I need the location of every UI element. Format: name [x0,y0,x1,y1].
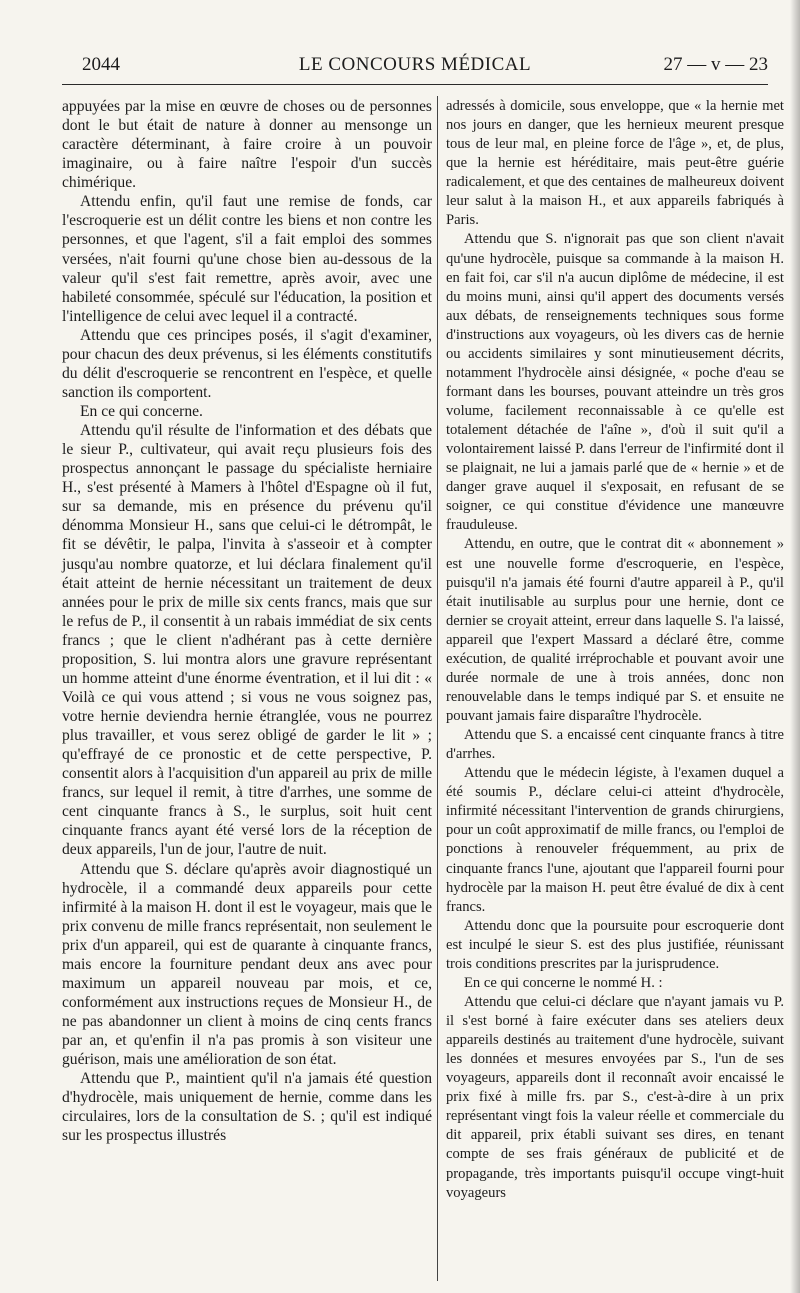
page-header [62,48,768,85]
paragraph: Attendu donc que la poursuite pour escroquerie dont est inculpé le sieur S. est des plus justifiée, réunissant trois conditions prescrites par la jurisprudence. [446,917,784,972]
issue-date: 27 — v — 23 [663,54,768,75]
journal-title: LE CONCOURS MÉDICAL [298,54,532,75]
paragraph: En ce qui concerne le nommé H. : [464,974,663,991]
paragraph: Attendu que le médecin légiste, à l'examen duquel a été soumis P., déclare celui-ci atteint d'hydrocèle, infirmité nécessitant l'intervention de grands chirurgiens, pour un coût approximatif de mille francs, ou l'emploi de ponctions à renouveler fréquemment, au prix de cinquante francs l'une, ajoutant que l'appareil fourni pour hydrocèle par la maison H. peut être évalué de dix à cent francs. [446,765,784,915]
paragraph: Attendu que ces principes posés, il s'agit d'examiner, pour chacun des deux prévenus, si les éléments constitutifs du délit d'escroquerie se rencontrent en l'espèce, et quelle sanction ils comportent. [62,326,432,401]
left-column [62,97,432,1145]
paragraph: Attendu qu'il résulte de l'information et des débats que le sieur P., cultivateur, qui avait reçu plusieurs fois des prospectus annonçant le passage du spécialiste herniaire H., s'est présenté à Mamers à l'hôtel d'Espagne où il fut, sur sa demande, mis en présence du prévenu qu'il dénomma Monsieur H., sans que celui-ci le détrompât, le fit se dévêtir, le palpa, l'invita à s'asseoir et à compter jusqu'au nombre quatorze, et lui déclara finalement qu'il était atteint de hernie nécessitant un traitement de deux années pour le prix de mille six cents francs, mais que sur le refus de P., il consentit à un rabais immédiat de six cents francs ; que le client n'adhérant pas à cette dernière proposition, S. lui montra alors une gravure représentant un homme atteint d'une énorme éventration, et il lui dit : « Voilà ce qui vous attend ; si vous ne vous soignez pas, votre hernie deviendra hernie étranglée, vous ne pourrez plus travailler, et vous serez obligé de garder le lit » ; qu'effrayé de ce pronostic et de cette perspective, P. consentit alors à l'acquisition d'un appareil au prix de mille francs, sur lequel il remit, à titre d'arrhes, une somme de cent cinquante francs à S., le surplus, soit huit cent cinquante francs ayant été versé lors de la réception de deux appareils, l'un de jour, l'autre de nuit. [62,422,432,859]
paragraph: appuyées par la mise en œuvre de choses ou de personnes dont le but était de nature à donner au mensonge un caractère déterminant, à faire croire à un pouvoir imaginaire, ou à faire naître l'espoir d'un succès chimérique. [62,98,432,192]
page-edge-shadow [790,0,800,1293]
page-number: 2044 [82,54,120,75]
column-divider [437,96,438,1281]
paragraph: adressés à domicile, sous enveloppe, que « la hernie met nos jours en danger, que les hernieux meurent presque tous de leur mal, en pleine force de l'âge », et, de plus, que la hernie est héréditaire, mais peut-être guérie radicalement, et que des centaines de malheureux doivent leur salut à la maison H., et aux appareils fabriqués à Paris. [446,98,784,229]
paragraph: Attendu enfin, qu'il faut une remise de fonds, car l'escroquerie est un délit contre les biens et non contre les personnes, et que l'agent, s'il a fait emploi des sommes versées, n'ait fourni qu'une chose bien au-dessous de la valeur qu'il s'est fait remettre, après avoir, avec une habileté consommée, spéculé sur l'éducation, la position et l'intelligence de celui avec lequel il a contracté. [62,193,432,325]
paragraph: Attendu que S. déclare qu'après avoir diagnostiqué un hydrocèle, il a commandé deux appareils pour cette infirmité à la maison H. dont il est le voyageur, mais que le prix convenu de mille francs représentait, non seulement le prix d'un appareil, qui est de quarante à cinquante francs, mais encore la fourniture pendant deux ans avec pour maximum un appareil nouveau par mois, et ce, conformément aux instructions reçues de Monsieur H., de ne pas abandonner un client à moins de cinq cents francs par an, et qu'enfin il n'a pas promis à son visiteur une guérison, mais une amélioration de son état. [62,860,432,1069]
paragraph: Attendu que P., maintient qu'il n'a jamais été question d'hydrocèle, mais uniquement de hernie, comme dans les circulaires, lors de la consultation de S. ; qu'il est indiqué sur les prospectus illustrés [62,1070,432,1145]
right-column [446,97,784,1203]
paragraph: Attendu, en outre, que le contrat dit « abonnement » est une nouvelle forme d'escroquerie, en l'espèce, puisqu'il n'a jamais été fourni d'autre appareil à P., qu'il était inutilisable au surplus pour une hernie, dont ce dernier se croyait atteint, erreur dans laquelle S. l'a laissé, appareil que l'expert Massard a déclaré être, comme exécution, de qualité irréprochable et pouvant avoir une durée normale de une à trois années, donc non renouvelable dans le temps indiqué par S. et ensuite ne pouvant jamais faire disparaître l'hydrocèle. [446,536,784,724]
paragraph: En ce qui concerne. [80,403,203,420]
paragraph: Attendu que celui-ci déclare que n'ayant jamais vu P. il s'est borné à faire exécuter dans ses ateliers deux appareils destinés au traitement d'une hydrocèle, suivant les données et mesures envoyées par S., l'un de ses voyageurs, appareils dont il reconnaît avoir encaissé le prix fixé à mille frs. par S., c'est-à-dire à un prix représentant vingt fois la valeur réelle et commerciale du dit appareil, prix établi suivant ses dires, en tenant compte de ses frais généraux de publicité et de propagande, très importants puisqu'il occupe vingt-huit voyageurs [446,993,784,1201]
paragraph: Attendu que S. a encaissé cent cinquante francs à titre d'arrhes. [446,727,784,763]
paragraph: Attendu que S. n'ignorait pas que son client n'avait qu'une hydrocèle, puisque sa commande à la maison H. en fait foi, car s'il n'a aucun diplôme de médecine, il est du moins muni, ainsi qu'il appert des documents versés aux débats, de renseignements techniques sous forme d'instructions aux voyageurs, où les divers cas de hernie ou accidents similaires y sont minutieusement décrits, notamment l'hydrocèle ainsi désignée, « poche d'eau se formant dans les bourses, pouvant atteindre un très gros volume, facilement reconnaissable à ce qu'elle est totalement détachée de l'aîne », d'où il suit qu'il a volontairement laissé P. dans l'erreur de l'infirmité dont il se plaignait, ne lui a jamais parlé que de « hernie » et de danger grave auquel il s'exposait, en refusant de se soigner, ce qui constitue d'évidence une manœuvre frauduleuse. [446,231,784,534]
